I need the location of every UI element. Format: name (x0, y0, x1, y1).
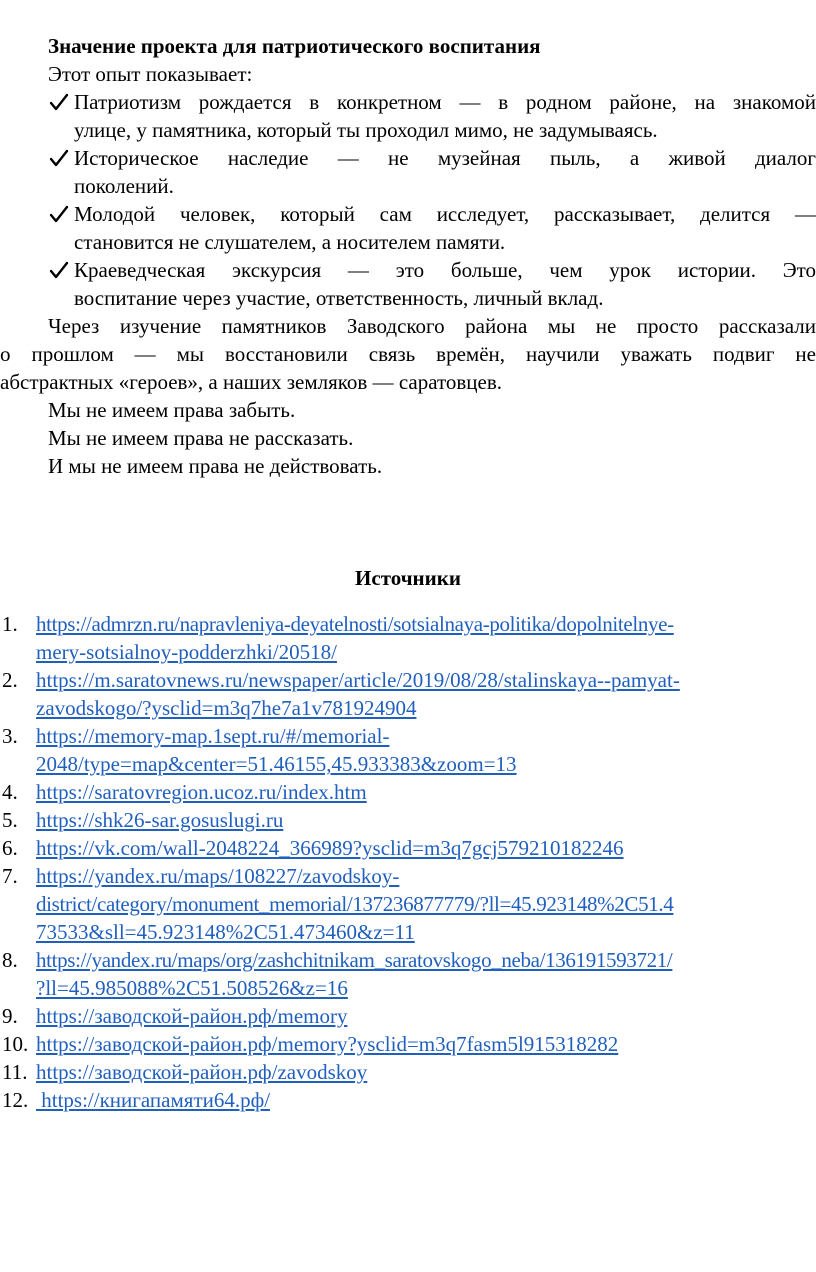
source-link[interactable]: mery-sotsialnoy-podderzhki/20518/ (36, 640, 337, 664)
sources-heading: Источники (355, 566, 461, 590)
body-paragraph-line (0, 340, 816, 368)
source-link[interactable]: https://saratovregion.ucoz.ru/index.htm (36, 780, 367, 804)
checkmark-icon (48, 260, 70, 282)
source-link[interactable]: https://yandex.ru/maps/org/zashchitnikam_saratovskogo_neba/136191593721/ (36, 948, 673, 972)
source-number: 8. (2, 948, 18, 972)
closing-line: И мы не имеем права не действовать. (48, 454, 383, 478)
source-link[interactable]: 73533&sll=45.923148%2C51.473460&z=11 (36, 920, 415, 944)
source-link[interactable]: https://shk26-sar.gosuslugi.ru (36, 808, 284, 832)
source-link[interactable]: https://yandex.ru/maps/108227/zavodskoy- (36, 864, 400, 888)
body-paragraph-line (48, 312, 816, 340)
source-link[interactable]: https://vk.com/wall-2048224_366989?ysclid=m3q7gcj579210182246 (36, 836, 624, 860)
source-number: 11. (2, 1060, 28, 1084)
source-link[interactable]: ?ll=45.985088%2C51.508526&z=16 (36, 976, 348, 1000)
checklist-item-line: Историческое наследие — не музейная пыль, а живой диалог (74, 146, 816, 170)
source-link[interactable]: https://заводской-район.рф/memory (36, 1004, 348, 1028)
checklist-item-line: улице, у памятника, который ты проходил мимо, не задумываясь. (74, 118, 658, 142)
source-link[interactable]: https://заводской-район.рф/zavodskoy (36, 1060, 368, 1084)
checklist-item-line: Молодой человек, который сам исследует, рассказывает, делится — (74, 202, 816, 226)
checkmark-icon (48, 204, 70, 226)
checkmark-icon (48, 92, 70, 114)
source-number: 10. (2, 1032, 29, 1056)
source-number: 1. (2, 612, 18, 636)
source-link[interactable]: https://m.saratovnews.ru/newspaper/article/2019/08/28/stalinskaya--pamyat- (36, 668, 680, 692)
checklist-item-line: Краеведческая экскурсия — это больше, чем урок истории. Это (74, 258, 816, 282)
source-number: 12. (2, 1088, 29, 1112)
source-link[interactable]: district/category/monument_memorial/137236877779/?ll=45.923148%2C51.4 (36, 892, 674, 916)
checklist-item-line: поколений. (74, 174, 174, 198)
source-link[interactable]: https://заводской-район.рф/memory?ysclid=m3q7fasm5l915318282 (36, 1032, 619, 1056)
source-link[interactable]: https://memory-map.1sept.ru/#/memorial- (36, 724, 390, 748)
checkmark-icon (48, 148, 70, 170)
checklist-item-line: воспитание через участие, ответственность, личный вклад. (74, 286, 604, 310)
source-number: 3. (2, 724, 18, 748)
body-paragraph-line: абстрактных «героев», а наших земляков — саратовцев. (0, 370, 503, 394)
closing-line: Мы не имеем права забыть. (48, 398, 296, 422)
source-number: 6. (2, 836, 18, 860)
section-heading: Значение проекта для патриотического воспитания (48, 34, 541, 58)
checklist-item-line: Патриотизм рождается в конкретном — в родном районе, на знакомой (74, 90, 816, 114)
source-number: 5. (2, 808, 18, 832)
source-link[interactable]: https://admrzn.ru/napravleniya-deyatelnosti/sotsialnaya-politika/dopolnitelnye- (36, 612, 674, 636)
source-number: 9. (2, 1004, 18, 1028)
body-paragraph-text: Через изучение памятников Заводского района мы не просто рассказали (48, 314, 816, 338)
source-link[interactable]: https://книгапамяти64.рф/ (36, 1088, 271, 1112)
source-link[interactable]: zavodskogo/?ysclid=m3q7he7a1v781924904 (36, 696, 417, 720)
source-number: 7. (2, 864, 18, 888)
checklist-item-line: становится не слушателем, а носителем памяти. (74, 230, 506, 254)
closing-line: Мы не имеем права не рассказать. (48, 426, 354, 450)
intro-text: Этот опыт показывает: (48, 62, 253, 86)
source-link[interactable]: 2048/type=map&center=51.46155,45.933383&zoom=13 (36, 752, 517, 776)
source-number: 2. (2, 668, 18, 692)
source-number: 4. (2, 780, 18, 804)
body-paragraph-text: о прошлом — мы восстановили связь времён, научили уважать подвиг не (0, 342, 816, 366)
